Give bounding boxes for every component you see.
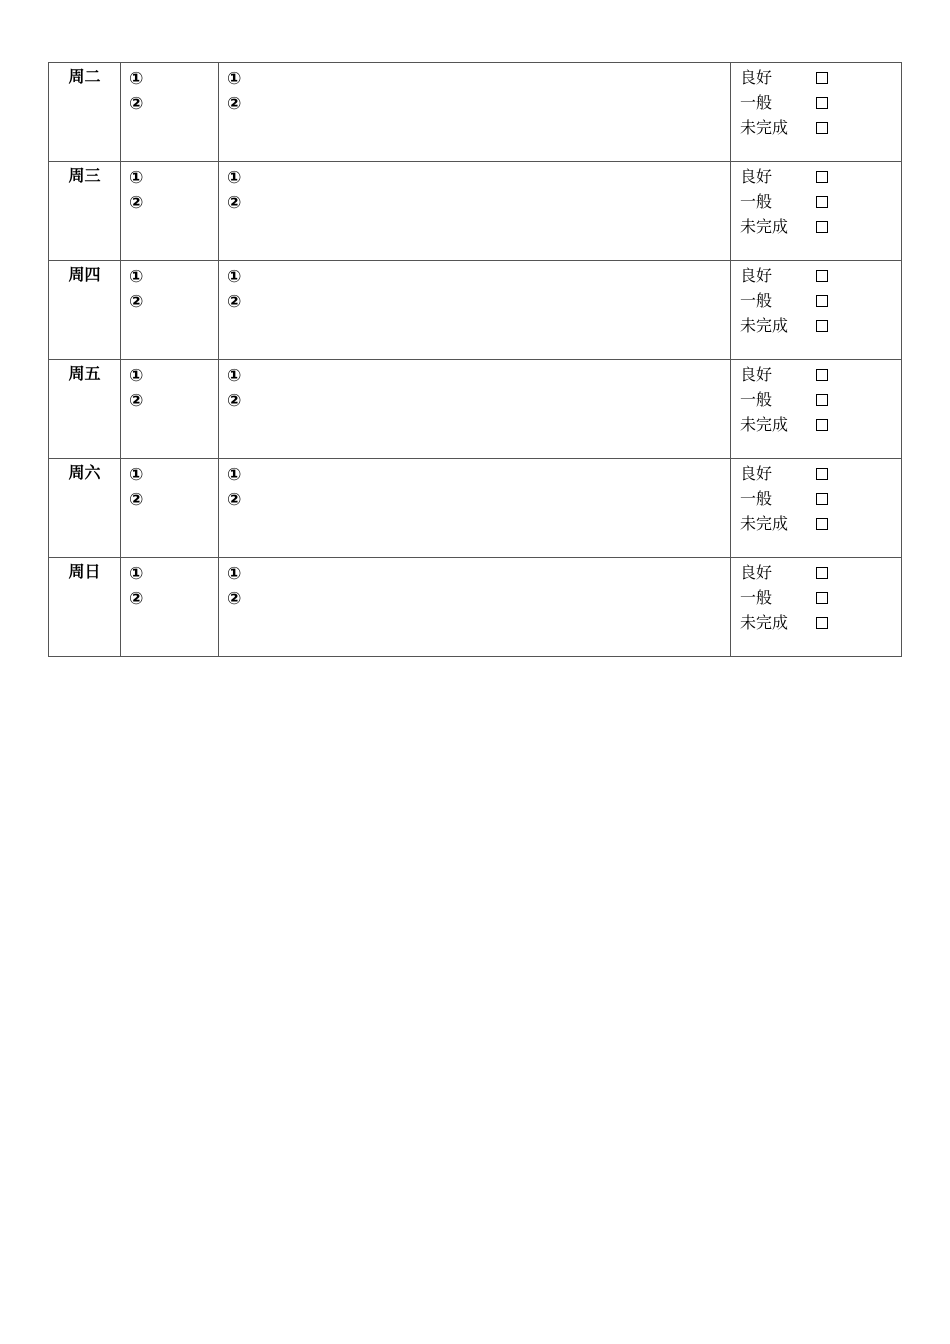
status-label: 未完成 [740, 118, 789, 137]
checkbox[interactable] [816, 493, 828, 505]
checkbox[interactable] [816, 369, 828, 381]
item-cell-b[interactable] [219, 459, 731, 558]
status-label: 良好 [740, 266, 773, 285]
status-cell [731, 261, 902, 360]
item-marker: ① [227, 465, 242, 485]
status-option-average[interactable] [740, 189, 901, 214]
item-marker: ① [129, 69, 144, 89]
status-cell [731, 63, 902, 162]
day-cell [49, 63, 121, 162]
table-row [49, 261, 902, 360]
day-cell [49, 459, 121, 558]
status-label: 未完成 [740, 415, 789, 434]
item-marker: ② [129, 292, 144, 312]
checkbox[interactable] [816, 196, 828, 208]
checkbox[interactable] [816, 567, 828, 579]
checkbox[interactable] [816, 171, 828, 183]
status-option-good[interactable] [740, 263, 901, 288]
item-cell-b[interactable] [219, 162, 731, 261]
item-marker: ① [129, 366, 144, 386]
item-marker: ② [129, 193, 144, 213]
item-cell-a[interactable] [121, 162, 219, 261]
item-marker: ② [227, 391, 242, 411]
item-marker: ① [227, 168, 242, 188]
item-marker: ① [129, 564, 144, 584]
status-option-incomplete[interactable] [740, 313, 901, 338]
checkbox[interactable] [816, 419, 828, 431]
status-option-average[interactable] [740, 387, 901, 412]
status-cell [731, 558, 902, 657]
day-label: 周二 [68, 67, 101, 86]
status-cell [731, 162, 902, 261]
item-marker: ② [129, 490, 144, 510]
table-row [49, 162, 902, 261]
status-label: 良好 [740, 365, 773, 384]
status-cell [731, 459, 902, 558]
checkbox[interactable] [816, 72, 828, 84]
day-label: 周四 [68, 265, 101, 284]
item-cell-a[interactable] [121, 360, 219, 459]
status-cell [731, 360, 902, 459]
item-cell-b[interactable] [219, 63, 731, 162]
status-label: 一般 [740, 291, 773, 310]
item-marker: ② [227, 193, 242, 213]
checkbox[interactable] [816, 270, 828, 282]
day-label: 周三 [68, 166, 101, 185]
item-marker: ② [227, 292, 242, 312]
status-option-incomplete[interactable] [740, 610, 901, 635]
item-marker: ① [227, 366, 242, 386]
day-label: 周日 [68, 562, 101, 581]
checkbox[interactable] [816, 122, 828, 134]
table-row [49, 360, 902, 459]
day-cell [49, 360, 121, 459]
status-option-incomplete[interactable] [740, 214, 901, 239]
item-marker: ① [129, 267, 144, 287]
item-marker: ① [227, 564, 242, 584]
status-option-incomplete[interactable] [740, 511, 901, 536]
item-marker: ② [227, 589, 242, 609]
table-row [49, 459, 902, 558]
table-body [49, 63, 902, 657]
status-label: 良好 [740, 167, 773, 186]
status-label: 良好 [740, 464, 773, 483]
status-option-good[interactable] [740, 164, 901, 189]
item-marker: ② [129, 589, 144, 609]
status-option-good[interactable] [740, 65, 901, 90]
item-marker: ① [129, 465, 144, 485]
item-marker: ① [129, 168, 144, 188]
item-marker: ② [129, 94, 144, 114]
item-cell-a[interactable] [121, 63, 219, 162]
item-cell-a[interactable] [121, 558, 219, 657]
checkbox[interactable] [816, 468, 828, 480]
day-cell [49, 162, 121, 261]
status-option-average[interactable] [740, 90, 901, 115]
item-marker: ② [129, 391, 144, 411]
weekly-plan-table [48, 62, 902, 657]
day-cell [49, 558, 121, 657]
status-label: 未完成 [740, 514, 789, 533]
status-label: 一般 [740, 489, 773, 508]
status-label: 未完成 [740, 613, 789, 632]
status-option-good[interactable] [740, 461, 901, 486]
status-label: 良好 [740, 68, 773, 87]
status-label: 一般 [740, 588, 773, 607]
status-option-average[interactable] [740, 486, 901, 511]
checkbox[interactable] [816, 592, 828, 604]
item-marker: ① [227, 69, 242, 89]
item-marker: ② [227, 94, 242, 114]
checkbox[interactable] [816, 518, 828, 530]
item-cell-b[interactable] [219, 360, 731, 459]
checkbox[interactable] [816, 617, 828, 629]
status-label: 未完成 [740, 316, 789, 335]
item-cell-a[interactable] [121, 261, 219, 360]
checkbox[interactable] [816, 394, 828, 406]
table-row [49, 63, 902, 162]
day-label: 周五 [68, 364, 101, 383]
item-marker: ② [227, 490, 242, 510]
status-option-good[interactable] [740, 560, 901, 585]
checkbox[interactable] [816, 97, 828, 109]
status-label: 一般 [740, 192, 773, 211]
item-cell-b[interactable] [219, 558, 731, 657]
checkbox[interactable] [816, 221, 828, 233]
item-cell-a[interactable] [121, 459, 219, 558]
status-option-average[interactable] [740, 288, 901, 313]
status-label: 未完成 [740, 217, 789, 236]
day-cell [49, 261, 121, 360]
checkbox[interactable] [816, 295, 828, 307]
status-label: 一般 [740, 93, 773, 112]
status-label: 一般 [740, 390, 773, 409]
table-row [49, 558, 902, 657]
item-marker: ① [227, 267, 242, 287]
item-cell-b[interactable] [219, 261, 731, 360]
status-option-good[interactable] [740, 362, 901, 387]
status-option-average[interactable] [740, 585, 901, 610]
status-option-incomplete[interactable] [740, 412, 901, 437]
status-option-incomplete[interactable] [740, 115, 901, 140]
day-label: 周六 [68, 463, 101, 482]
checkbox[interactable] [816, 320, 828, 332]
status-label: 良好 [740, 563, 773, 582]
